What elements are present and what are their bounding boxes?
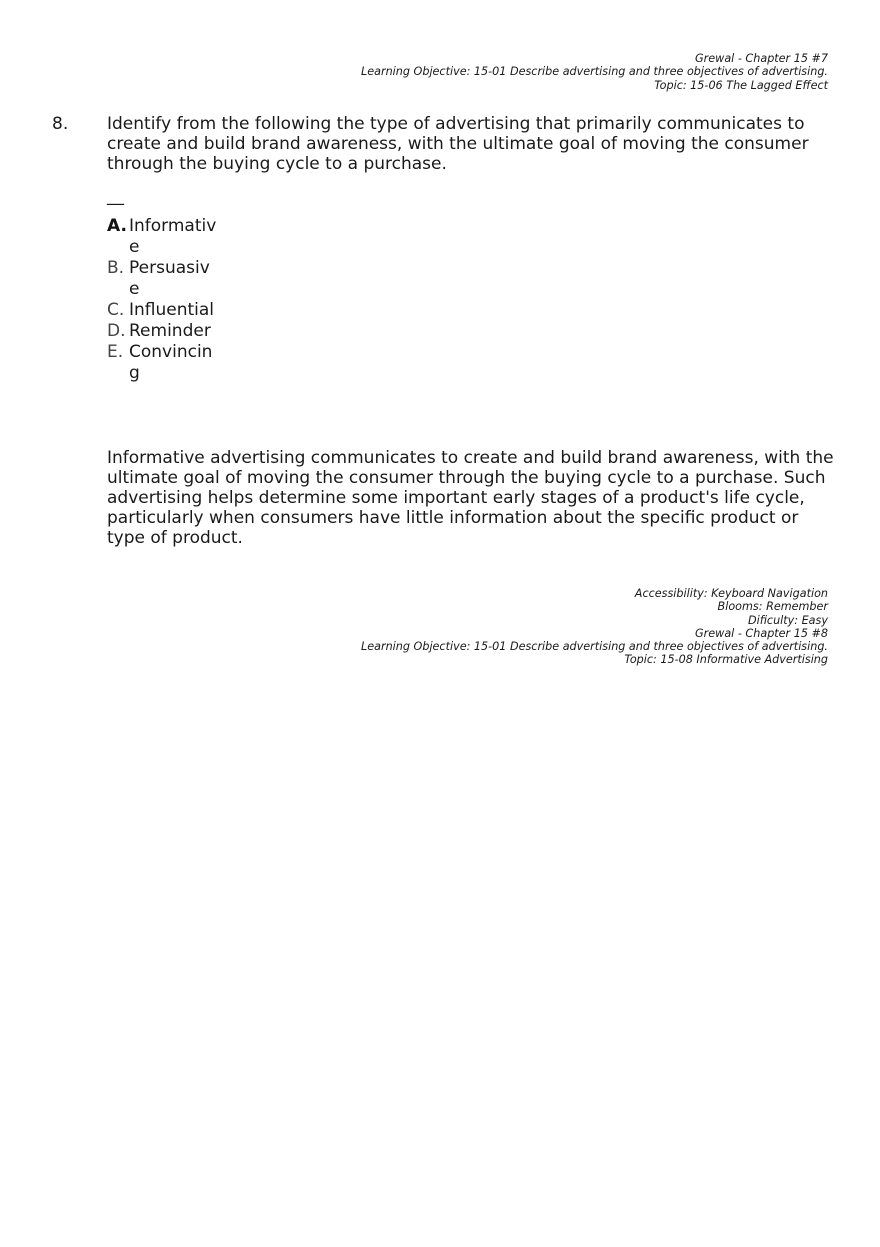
meta-blooms: Blooms: Remember (717, 600, 828, 614)
question-number: 8. (52, 114, 69, 134)
meta-learning-objective: Learning Objective: 15-01 Describe advertising and three objectives of advertising. (361, 640, 828, 654)
meta-difficulty: Dificulty: Easy (747, 613, 828, 627)
answer-explanation: Informative advertising communicates to create and build brand awareness, with the ultimate goal of moving the consumer through the buying cycle to a purchase. Such advertising helps determine some important early stages of a product's life cycle, particularly when consumers have little information about the specific product or type of product. (107, 448, 834, 548)
meta-chapter: Grewal - Chapter 15 #8 (695, 626, 828, 640)
meta-chapter: Grewal - Chapter 15 #7 (695, 52, 828, 65)
answer-blank: __ (107, 186, 124, 206)
answer-letter-b: B. (107, 258, 125, 278)
answer-text-e: Convincing (129, 342, 213, 383)
question-text: Identify from the following the type of advertising that primarily communicates to create and build brand awareness, with the ultimate goal of moving the consumer through the buying cycle to a purchase. (107, 114, 809, 174)
answer-letter-d: D. (107, 321, 126, 341)
answer-option-b (107, 258, 219, 300)
meta-learning-objective: Learning Objective: 15-01 Describe advertising and three objectives of advertising. (361, 65, 828, 79)
answer-text-b: Persuasive (129, 258, 210, 299)
meta-accessibility: Accessibility: Keyboard Navigation (634, 587, 828, 600)
answer-list (107, 216, 219, 384)
answer-text-d: Reminder (129, 321, 211, 341)
answer-text-c: Influential (129, 300, 215, 320)
answer-option-c (107, 300, 219, 321)
answer-option-e (107, 342, 219, 384)
answer-letter-e: E. (107, 342, 124, 362)
meta-topic: Topic: 15-06 The Lagged Effect (654, 78, 828, 92)
previous-question-metadata (361, 52, 828, 92)
answer-text-a: Informative (129, 216, 217, 257)
answer-letter-a: A. (107, 216, 127, 236)
question-metadata (361, 587, 828, 667)
answer-letter-c: C. (107, 300, 125, 320)
answer-option-a (107, 216, 219, 258)
answer-option-d (107, 321, 219, 342)
meta-topic: Topic: 15-08 Informative Advertising (624, 653, 828, 667)
